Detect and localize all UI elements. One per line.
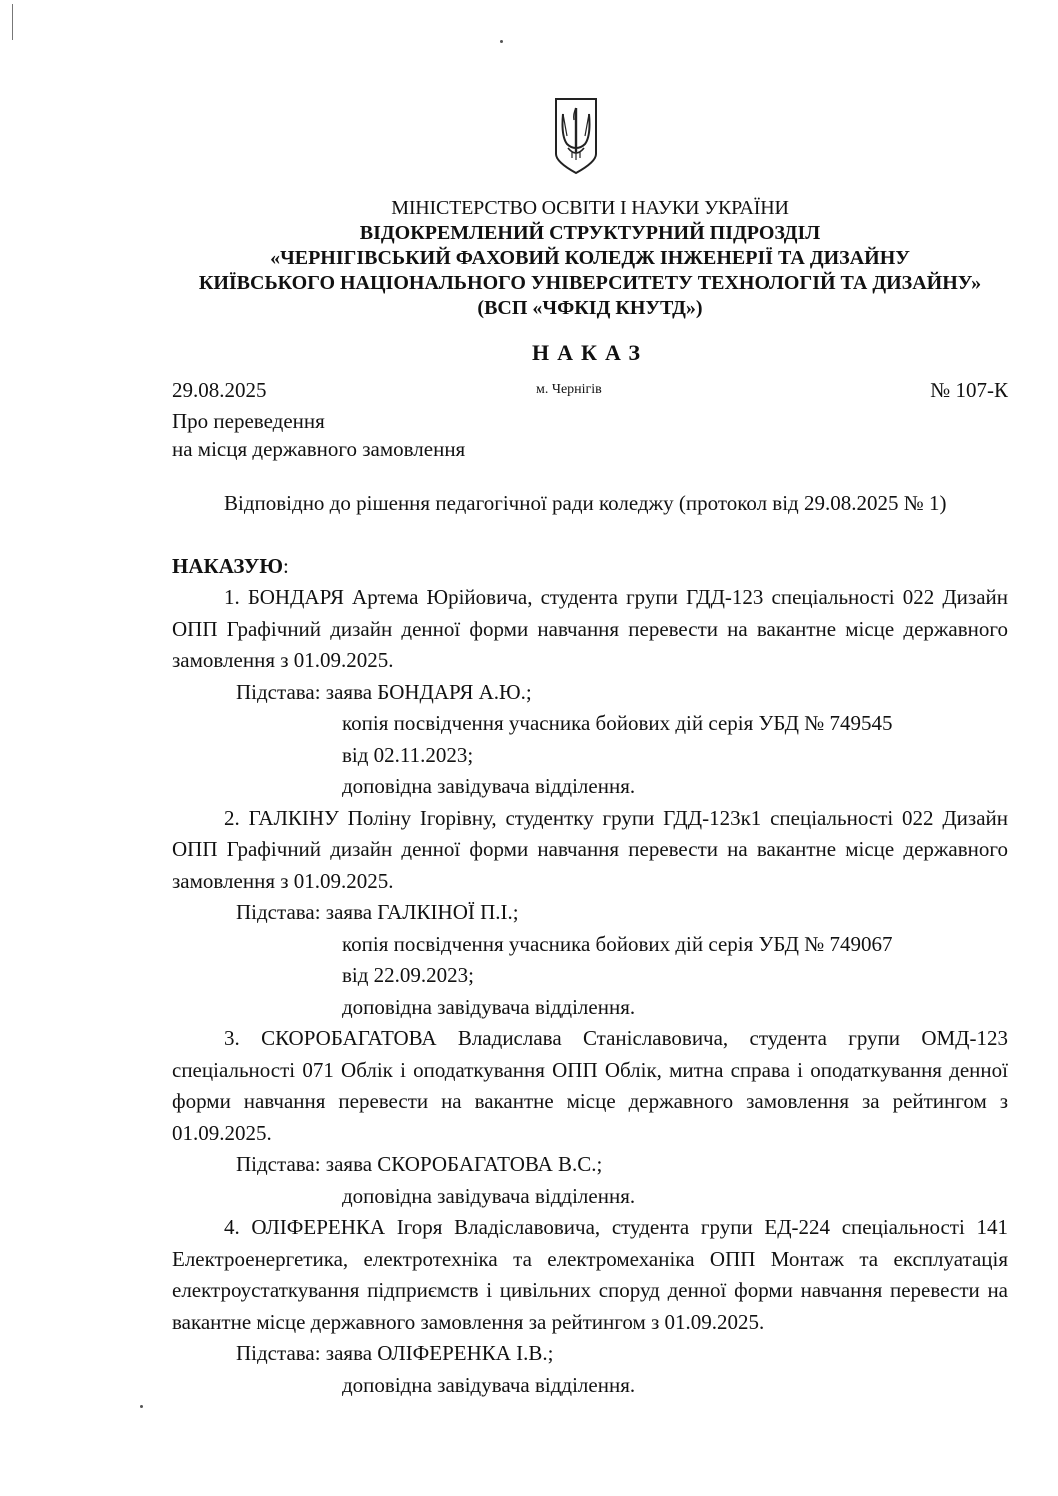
- order-date: 29.08.2025: [172, 378, 267, 402]
- item-3-basis-doc: доповідна завідувача відділення.: [342, 1183, 636, 1208]
- order-subject: [172, 407, 465, 463]
- scan-speck: [140, 1405, 143, 1408]
- order-title: НАКАЗ: [532, 340, 648, 365]
- order-item-3: 3. СКОРОБАГАТОВА Владислава Станіславовича, студента групи ОМД-123 спеціальності 071 Облік і оподаткування ОПП Облік, митна справа і оподаткування денної форми навчання перевести на вакантне місце державного замовлення за рейтингом з 01.09.2025.: [172, 1026, 1008, 1145]
- directive-colon: :: [283, 553, 289, 578]
- directive: [172, 551, 1008, 583]
- item-1-basis-doc: копія посвідчення учасника бойових дій серія УБД № 749545: [342, 711, 893, 735]
- directive-word: НАКАЗУЮ: [172, 553, 283, 578]
- item-2-basis-doc: доповідна завідувача відділення.: [342, 994, 636, 1019]
- subject-line-1: Про переведення: [172, 409, 325, 433]
- scan-edge-mark: [12, 4, 15, 40]
- institution-line-3: КИЇВСЬКОГО НАЦІОНАЛЬНОГО УНІВЕРСИТЕТУ ТЕХНОЛОГІЙ ТА ДИЗАЙНУ»: [198, 272, 982, 294]
- order-number: № 107-К: [930, 378, 1008, 402]
- order-item-2: 2. ГАЛКІНУ Поліну Ігорівну, студентку групи ГДД-123к1 спеціальності 022 Дизайн ОПП Графічний дизайн денної форми навчання перевести на вакантне місце державного замовлення з 01.09.2025.: [172, 805, 1008, 893]
- item-4-basis-doc: доповідна завідувача відділення.: [342, 1372, 636, 1397]
- item-1-basis-doc: від 02.11.2023;: [342, 742, 474, 767]
- item-4-basis: Підстава: заява ОЛІФЕРЕНКА І.В.;: [236, 1341, 554, 1365]
- ukraine-coat-of-arms-trident-icon: [553, 96, 599, 176]
- order-item-1: 1. БОНДАРЯ Артема Юрійовича, студента групи ГДД-123 спеціальності 022 Дизайн ОПП Графічний дизайн денної форми навчання перевести на вакантне місце державного замовлення з 01.09.2025.: [172, 585, 1008, 672]
- item-2-basis-doc: копія посвідчення учасника бойових дій серія УБД № 749067: [342, 931, 893, 956]
- subject-line-2: на місця державного замовлення: [172, 437, 466, 461]
- item-1-basis-doc: доповідна завідувача відділення.: [342, 774, 636, 798]
- order-body: [172, 488, 1008, 1401]
- institution-line-1: ВІДОКРЕМЛЕНИЙ СТРУКТУРНИЙ ПІДРОЗДІЛ: [359, 222, 821, 244]
- order-item-4: 4. ОЛІФЕРЕНКА Ігоря Владіславовича, студента групи ЕД-224 спеціальності 141 Електроенергетика, електротехніка та електромеханіка ОПП Монтаж та експлуатація електроустаткування підприємств і цивільних споруд денної форми навчання перевести на вакантне місце державного замовлення за рейтингом з 01.09.2025.: [172, 1215, 1008, 1334]
- order-city: м. Чернігів: [536, 382, 602, 397]
- item-2-basis-doc: від 22.09.2023;: [342, 963, 475, 987]
- order-meta-row: [172, 378, 1008, 408]
- item-1-basis: Підстава: заява БОНДАРЯ А.Ю.;: [236, 679, 532, 704]
- ministry-name: МІНІСТЕРСТВО ОСВІТИ І НАУКИ УКРАЇНИ: [391, 197, 789, 219]
- scan-speck: [500, 40, 503, 43]
- institution-header: [160, 196, 1020, 321]
- preamble: Відповідно до рішення педагогічної ради коледжу (протокол від 29.08.2025 № 1): [224, 491, 947, 515]
- item-2-basis: Підстава: заява ГАЛКІНОЇ П.І.;: [236, 900, 519, 924]
- item-3-basis: Підстава: заява СКОРОБАГАТОВА В.С.;: [236, 1152, 603, 1176]
- institution-abbreviation: (ВСП «ЧФКІД КНУТД»): [477, 297, 703, 319]
- institution-line-2: «ЧЕРНІГІВСЬКИЙ ФАХОВИЙ КОЛЕДЖ ІНЖЕНЕРІЇ ТА ДИЗАЙНУ: [270, 247, 910, 269]
